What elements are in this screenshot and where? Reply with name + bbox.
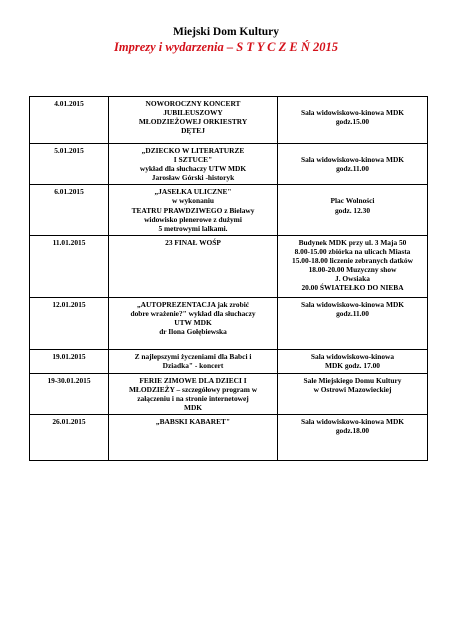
event-title-line: MŁODZIEŻY – szczegółowy program w (128, 384, 258, 394)
event-place-line: Sala widowiskowo-kinowa MDK (300, 417, 405, 427)
event-place-line: Plac Wolności (330, 196, 375, 206)
event-date: 26.01.2015 (30, 415, 109, 461)
event-title-line: dobre wrażenie?" wykład dla słuchaczy (130, 308, 256, 318)
page-subtitle: Imprezy i wydarzenia – S T Y C Z E Ń 2015 (114, 40, 338, 54)
event-place (278, 297, 428, 349)
event-row (30, 235, 428, 297)
event-title-line: FERIE ZIMOWE DLA DZIECI I (139, 375, 247, 385)
event-title-line: 5 metrowymi lalkami. (158, 223, 228, 233)
event-title-line: I SZTUCE" (173, 155, 213, 165)
event-date: 6.01.2015 (30, 185, 109, 235)
event-title-line: „DZIECKO W LITERATURZE (141, 146, 245, 155)
event-place-line: godz. 12.30 (334, 205, 371, 215)
event-date: 5.01.2015 (30, 144, 109, 185)
event-title-line: MŁODZIEŻOWEJ ORKIESTRY (138, 117, 248, 127)
event-date: 19.01.2015 (30, 349, 109, 373)
event-title-line: JUBILEUSZOWY (163, 108, 223, 118)
event-title (109, 235, 278, 297)
event-place-line: J. Owsiaka (335, 274, 370, 284)
organization-title: Miejski Dom Kultury (172, 26, 280, 38)
event-title-line: dr Ilona Gołębiewska (159, 327, 227, 337)
event-place-line: godz.15.00 (335, 117, 370, 127)
events-table (29, 96, 428, 461)
event-title-line: załączeniu i na stronie internetowej (137, 394, 249, 404)
event-place (278, 373, 428, 414)
event-row (30, 373, 428, 414)
event-place-line: MDK godz. 17.00 (324, 360, 380, 370)
event-place-line: Sala widowiskowo-kinowa (310, 351, 395, 361)
event-title-line: TEATRU PRAWDZIWEGO z Bielawy (131, 205, 255, 215)
event-row (30, 349, 428, 373)
event-place-line: 18.00-20.00 Muzyczny show (308, 265, 397, 275)
event-place-line: Sala widowiskowo-kinowa MDK (300, 299, 405, 309)
event-place-line: Sala widowiskowo-kinowa MDK (300, 155, 405, 165)
event-place-line (281, 146, 424, 155)
event-place-line: Sala widowiskowo-kinowa MDK (300, 108, 405, 118)
event-date: 12.01.2015 (30, 297, 109, 349)
event-place-line: Sale Miejskiego Domu Kultury (303, 375, 402, 385)
event-date: 11.01.2015 (30, 235, 109, 297)
event-title-line: 23 FINAŁ WOŚP (165, 237, 221, 247)
event-row (30, 185, 428, 235)
event-place (278, 97, 428, 144)
event-place-line (281, 99, 424, 108)
event-place-line: w Ostrowi Mazowieckiej (313, 384, 392, 394)
event-title-line: „JASEŁKA ULICZNE" (154, 187, 232, 197)
event-place (278, 235, 428, 297)
event-title-line: w wykonaniu (171, 196, 215, 206)
event-place-line: Budynek MDK przy ul. 3 Maja 50 (298, 237, 407, 247)
event-title-line: NOWOROCZNY KONCERT (145, 99, 241, 108)
event-title-line: „BABSKI KABARET" (155, 417, 231, 427)
event-place (278, 349, 428, 373)
event-title-line: MDK (183, 403, 203, 413)
event-place (278, 144, 428, 185)
event-date: 19-30.01.2015 (30, 373, 109, 414)
event-place (278, 185, 428, 235)
event-title-line: DĘTEJ (181, 126, 205, 136)
event-title-line: UTW MDK (174, 318, 212, 328)
event-place (278, 415, 428, 461)
event-title-line: Dziadka" - koncert (162, 360, 224, 370)
event-title (109, 144, 278, 185)
event-title (109, 185, 278, 235)
event-place-line: godz.18.00 (335, 426, 370, 436)
event-title (109, 297, 278, 349)
event-title (109, 415, 278, 461)
event-row (30, 415, 428, 461)
event-title-line: widowisko plenerowe z dużymi (144, 214, 242, 224)
event-title-line: wykład dla słuchaczy UTW MDK (139, 164, 247, 174)
event-row (30, 144, 428, 185)
event-date: 4.01.2015 (30, 97, 109, 144)
event-place-line (281, 187, 424, 196)
event-place-line: 20.00 ŚWIATEŁKO DO NIEBA (301, 283, 404, 293)
event-row (30, 97, 428, 144)
event-title (109, 349, 278, 373)
event-place-line: 15.00-18.00 liczenie zebranych datków (292, 256, 413, 266)
event-title-line: Z najlepszymi życzeniami dla Babci i (134, 351, 252, 361)
event-row (30, 297, 428, 349)
event-title (109, 373, 278, 414)
event-title-line: „AUTOPREZENTACJA jak zrobić (136, 299, 250, 309)
event-place-line: godz.11.00 (336, 164, 369, 174)
event-title (109, 97, 278, 144)
event-place-line: 8.00-15.00 zbiórka na ulicach Miasta (294, 246, 411, 256)
event-title-line: Jarosław Górski -historyk (151, 173, 235, 183)
event-place-line: godz.11.00 (336, 308, 369, 318)
